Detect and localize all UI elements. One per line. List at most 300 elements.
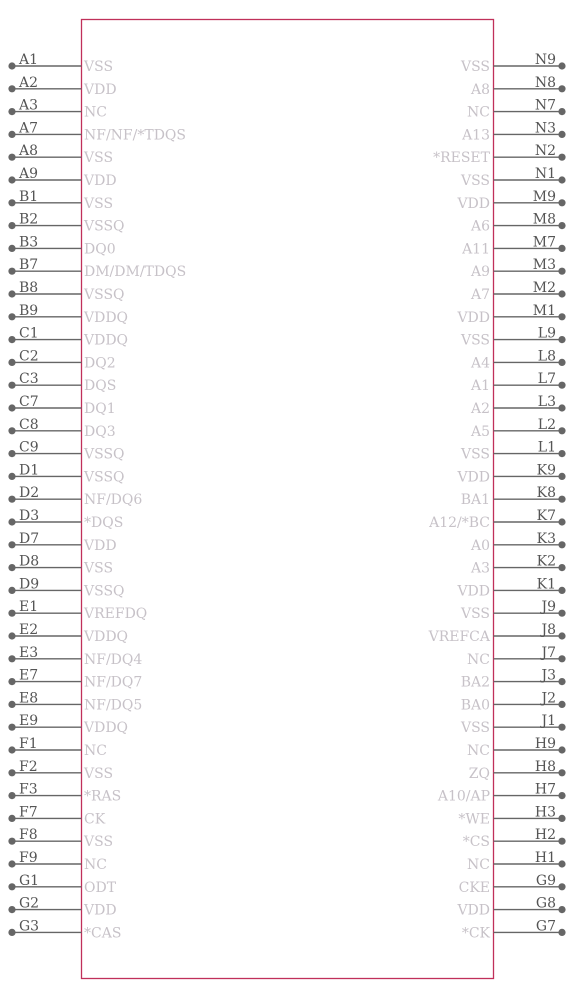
pin-end-dot — [558, 655, 565, 662]
pin-name-label: A10/AP — [437, 788, 490, 805]
pin-name-label: NC — [467, 651, 490, 668]
pin-e1 — [8, 599, 147, 622]
pin-n9 — [460, 52, 566, 75]
pin-end-dot — [8, 883, 15, 890]
pin-end-dot — [558, 541, 565, 548]
pin-number-label: E9 — [19, 713, 39, 730]
pin-e7 — [8, 668, 142, 691]
pin-m7 — [461, 234, 566, 257]
pin-name-label: VSSQ — [84, 218, 125, 235]
pin-name-label: CK — [84, 811, 106, 828]
pin-number-label: H2 — [534, 827, 556, 844]
pin-h7 — [437, 782, 566, 805]
pin-name-label: NC — [467, 857, 490, 873]
pin-number-label: K3 — [536, 530, 556, 547]
pin-end-dot — [8, 724, 15, 731]
pin-number-label: E2 — [19, 622, 39, 638]
pin-number-label: F7 — [19, 804, 38, 821]
pin-l9 — [460, 326, 566, 349]
pin-end-dot — [8, 587, 15, 594]
pin-name-label: DM/DM/TDQS — [84, 264, 187, 281]
pin-n3 — [461, 120, 566, 143]
pin-end-dot — [558, 860, 565, 867]
pin-g8 — [456, 896, 565, 919]
pin-m3 — [470, 257, 566, 280]
pin-name-label: VSSQ — [84, 446, 125, 463]
pin-number-label: A9 — [19, 166, 39, 182]
pin-g9 — [459, 873, 566, 896]
pin-name-label: A6 — [470, 218, 490, 235]
pin-k3 — [470, 531, 566, 554]
pin-name-label: DQ0 — [84, 241, 116, 258]
pin-end-dot — [8, 746, 15, 753]
pin-d1 — [8, 462, 124, 485]
pin-end-dot — [8, 564, 15, 571]
pin-end-dot — [8, 792, 15, 799]
pin-name-label: NC — [84, 857, 107, 873]
pin-end-dot — [558, 632, 565, 639]
pin-number-label: B3 — [19, 234, 39, 251]
pin-h2 — [463, 827, 566, 850]
pin-end-dot — [558, 359, 565, 366]
pin-number-label: M7 — [532, 234, 556, 251]
pin-number-label: H1 — [534, 850, 556, 866]
pin-e2 — [8, 622, 128, 645]
pin-name-label: NF/NF/*TDQS — [84, 127, 186, 144]
pin-d2 — [8, 485, 142, 508]
pin-e3 — [8, 645, 142, 668]
pin-name-label: VSS — [84, 560, 114, 577]
pin-number-label: G1 — [19, 872, 40, 889]
pin-end-dot — [558, 906, 565, 913]
pin-name-label: VREFCA — [428, 629, 490, 645]
pin-number-label: A7 — [19, 120, 39, 137]
pin-number-label: B8 — [19, 280, 39, 296]
pin-number-label: E7 — [19, 667, 39, 684]
pin-number-label: C9 — [19, 439, 39, 456]
pin-end-dot — [558, 382, 565, 389]
pin-name-label: NF/DQ5 — [84, 697, 143, 714]
pin-d8 — [8, 554, 113, 577]
pin-end-dot — [8, 336, 15, 343]
left-pin-group — [8, 52, 186, 941]
pin-name-label: VSS — [84, 765, 114, 782]
pin-end-dot — [8, 245, 15, 252]
pin-name-label: VSS — [460, 446, 490, 463]
pin-name-label: A8 — [470, 81, 490, 98]
pin-end-dot — [558, 815, 565, 822]
pin-number-label: J7 — [541, 644, 556, 661]
pin-number-label: A1 — [19, 52, 39, 68]
pin-g2 — [8, 896, 116, 919]
pin-end-dot — [8, 359, 15, 366]
pin-b1 — [8, 189, 113, 212]
pin-l8 — [470, 348, 566, 371]
pin-number-label: F1 — [19, 736, 38, 752]
pin-name-label: *RAS — [84, 788, 122, 805]
pin-name-label: NC — [84, 743, 107, 759]
pin-j8 — [428, 622, 566, 645]
pin-number-label: G3 — [19, 918, 40, 935]
pin-b7 — [8, 257, 186, 280]
pin-end-dot — [558, 336, 565, 343]
pin-name-label: NF/DQ7 — [84, 674, 143, 691]
pin-end-dot — [8, 154, 15, 161]
pin-end-dot — [8, 655, 15, 662]
pin-a9 — [8, 166, 116, 189]
pin-number-label: B9 — [19, 302, 39, 319]
pin-number-label: H7 — [534, 781, 556, 798]
pin-end-dot — [8, 473, 15, 480]
pin-g3 — [8, 918, 121, 941]
pin-end-dot — [558, 746, 565, 753]
pin-end-dot — [8, 678, 15, 685]
pin-number-label: M8 — [532, 211, 556, 228]
pin-end-dot — [558, 473, 565, 480]
pin-number-label: D3 — [19, 508, 40, 524]
pin-name-label: VSS — [84, 150, 114, 167]
pin-number-label: L1 — [537, 439, 556, 456]
pin-end-dot — [8, 382, 15, 389]
pin-name-label: VSSQ — [84, 287, 125, 303]
pin-name-label: A7 — [470, 287, 490, 303]
pin-end-dot — [8, 769, 15, 776]
pin-end-dot — [558, 222, 565, 229]
pin-name-label: VDD — [84, 902, 117, 919]
pin-number-label: F9 — [19, 850, 38, 866]
pin-h9 — [467, 736, 566, 759]
pin-m1 — [456, 303, 565, 326]
pin-k9 — [456, 462, 565, 485]
pin-end-dot — [8, 313, 15, 320]
pin-number-label: F2 — [19, 758, 38, 775]
pin-end-dot — [558, 564, 565, 571]
pin-name-label: DQ2 — [84, 355, 116, 372]
pin-end-dot — [8, 131, 15, 138]
pin-name-label: VDDQ — [84, 309, 129, 326]
pin-end-dot — [558, 85, 565, 92]
pin-l7 — [470, 371, 566, 394]
pin-l1 — [460, 440, 566, 463]
pin-end-dot — [558, 883, 565, 890]
pin-end-dot — [558, 131, 565, 138]
pin-name-label: VDDQ — [84, 720, 129, 737]
pin-number-label: D9 — [19, 576, 40, 593]
pin-number-label: D1 — [19, 462, 40, 479]
pin-number-label: E3 — [19, 644, 39, 661]
pin-name-label: *CS — [462, 834, 490, 851]
pin-name-label: VDD — [457, 195, 490, 212]
pin-name-label: VDDQ — [84, 332, 129, 349]
pin-d7 — [8, 531, 116, 554]
pin-name-label: NC — [467, 743, 490, 759]
pin-number-label: K9 — [536, 462, 556, 479]
pin-n7 — [467, 98, 566, 121]
pin-end-dot — [8, 838, 15, 845]
pin-name-label: A1 — [470, 378, 490, 395]
pin-number-label: H3 — [534, 804, 556, 821]
pin-name-label: ODT — [84, 879, 117, 896]
pin-number-label: H9 — [534, 736, 556, 752]
pin-number-label: J8 — [541, 622, 556, 638]
pin-end-dot — [8, 85, 15, 92]
pin-end-dot — [558, 154, 565, 161]
pin-end-dot — [558, 404, 565, 411]
pin-c9 — [8, 440, 124, 463]
pin-number-label: L8 — [537, 348, 556, 365]
pin-name-label: *WE — [458, 811, 490, 828]
pin-end-dot — [558, 678, 565, 685]
pin-end-dot — [558, 792, 565, 799]
pin-name-label: A3 — [470, 560, 490, 577]
pin-end-dot — [558, 62, 565, 69]
pin-end-dot — [8, 860, 15, 867]
pin-name-label: VSS — [460, 720, 490, 737]
pin-number-label: F3 — [19, 781, 38, 798]
pin-name-label: DQS — [84, 378, 117, 395]
pin-name-label: VSS — [460, 332, 490, 349]
pin-number-label: A8 — [19, 143, 39, 160]
pin-end-dot — [8, 450, 15, 457]
pin-d9 — [8, 576, 124, 599]
pin-number-label: N1 — [534, 166, 556, 182]
pin-number-label: G8 — [535, 895, 556, 912]
pin-number-label: K1 — [536, 576, 556, 593]
pin-number-label: M9 — [532, 188, 556, 205]
pin-number-label: N2 — [534, 143, 556, 160]
pin-j2 — [461, 690, 566, 713]
pin-end-dot — [8, 176, 15, 183]
pin-end-dot — [8, 199, 15, 206]
pin-name-label: VSS — [460, 59, 490, 75]
pin-end-dot — [8, 290, 15, 297]
pin-name-label: A13 — [462, 127, 490, 144]
pin-end-dot — [558, 701, 565, 708]
pin-number-label: N3 — [534, 120, 556, 137]
pin-n2 — [433, 143, 566, 166]
pin-number-label: C2 — [19, 348, 39, 365]
pin-number-label: F8 — [19, 827, 38, 844]
pin-name-label: ZQ — [468, 765, 490, 782]
pin-number-label: N8 — [534, 74, 556, 91]
pin-b2 — [8, 212, 124, 235]
pin-end-dot — [558, 176, 565, 183]
pin-k7 — [428, 508, 566, 531]
pin-k8 — [461, 485, 566, 508]
pin-end-dot — [558, 290, 565, 297]
pin-end-dot — [8, 701, 15, 708]
pin-a8 — [8, 143, 113, 166]
pin-name-label: CKE — [458, 879, 490, 896]
pin-name-label: VSS — [84, 834, 114, 851]
pin-number-label: K8 — [536, 485, 556, 502]
pin-e9 — [8, 713, 128, 736]
pin-m8 — [470, 212, 566, 235]
pin-name-label: A11 — [462, 241, 490, 258]
pin-number-label: G7 — [535, 918, 556, 935]
pin-a3 — [8, 98, 107, 121]
pin-name-label: *DQS — [84, 515, 124, 531]
pin-number-label: B1 — [19, 188, 39, 205]
pin-number-label: L9 — [537, 325, 556, 342]
pin-name-label: BA0 — [460, 697, 490, 714]
pin-l3 — [470, 394, 566, 417]
pin-end-dot — [8, 610, 15, 617]
pin-name-label: VDD — [84, 537, 117, 554]
pin-number-label: K7 — [536, 508, 556, 524]
pin-end-dot — [558, 450, 565, 457]
pin-name-label: NF/DQ6 — [84, 492, 143, 509]
pin-end-dot — [8, 62, 15, 69]
pin-name-label: A9 — [470, 264, 490, 281]
pin-number-label: J2 — [541, 690, 556, 707]
pin-number-label: J3 — [541, 667, 556, 684]
pin-number-label: C7 — [19, 394, 39, 410]
pin-end-dot — [558, 587, 565, 594]
pin-a2 — [8, 75, 116, 98]
pin-end-dot — [558, 724, 565, 731]
pin-name-label: BA2 — [460, 674, 490, 691]
pin-number-label: E8 — [19, 690, 39, 707]
pin-d3 — [8, 508, 123, 531]
pin-number-label: D2 — [19, 485, 40, 502]
pin-c7 — [8, 394, 115, 417]
pin-end-dot — [8, 496, 15, 503]
pin-name-label: VREFDQ — [84, 606, 148, 623]
pin-number-label: D8 — [19, 553, 40, 570]
pin-end-dot — [8, 222, 15, 229]
pin-name-label: *CK — [461, 925, 490, 942]
pin-name-label: BA1 — [460, 492, 490, 509]
pin-name-label: A0 — [470, 537, 490, 554]
right-pin-group — [428, 52, 566, 941]
pin-n8 — [470, 75, 566, 98]
pin-number-label: B7 — [19, 257, 39, 274]
pin-name-label: VSS — [460, 173, 490, 189]
pin-name-label: A2 — [470, 401, 490, 417]
pin-l2 — [470, 417, 566, 440]
pin-b9 — [8, 303, 128, 326]
pin-h8 — [469, 759, 566, 782]
pin-end-dot — [8, 427, 15, 434]
pin-end-dot — [558, 610, 565, 617]
pin-end-dot — [8, 632, 15, 639]
pin-number-label: D7 — [19, 530, 40, 547]
pin-m2 — [470, 280, 566, 303]
pin-name-label: VSS — [84, 195, 114, 212]
pin-end-dot — [558, 769, 565, 776]
pin-c2 — [8, 348, 115, 371]
pin-name-label: VDD — [457, 469, 490, 486]
pin-name-label: VDD — [457, 583, 490, 600]
pin-g7 — [462, 918, 566, 941]
pin-name-label: VDD — [84, 81, 117, 98]
pin-end-dot — [558, 108, 565, 115]
pin-end-dot — [558, 518, 565, 525]
pin-number-label: B2 — [19, 211, 39, 228]
pin-name-label: A12/*BC — [429, 515, 490, 531]
pin-name-label: DQ1 — [84, 401, 116, 417]
pin-b8 — [8, 280, 124, 303]
pin-name-label: VDD — [84, 173, 117, 189]
pin-number-label: M1 — [532, 302, 556, 319]
pin-j9 — [460, 599, 566, 622]
pin-number-label: L3 — [537, 394, 556, 410]
pin-number-label: E1 — [19, 599, 39, 616]
pin-g1 — [8, 873, 116, 896]
pin-end-dot — [8, 929, 15, 936]
pin-f8 — [8, 827, 113, 850]
pin-c3 — [8, 371, 116, 394]
pin-number-label: C3 — [19, 371, 39, 388]
pin-end-dot — [8, 108, 15, 115]
pin-name-label: NF/DQ4 — [84, 651, 143, 668]
pin-number-label: C8 — [19, 416, 39, 433]
pin-n1 — [460, 166, 566, 189]
pin-f2 — [8, 759, 113, 782]
pin-name-label: VSSQ — [84, 469, 125, 486]
pin-h1 — [467, 850, 566, 873]
pin-f1 — [8, 736, 107, 759]
pin-name-label: NC — [84, 104, 107, 121]
pin-c8 — [8, 417, 115, 440]
pin-name-label: VSS — [460, 606, 490, 623]
pin-name-label: VDDQ — [84, 629, 129, 645]
pin-e8 — [8, 690, 142, 713]
pin-name-label: A5 — [470, 423, 490, 440]
pin-end-dot — [558, 496, 565, 503]
pin-k2 — [470, 554, 566, 577]
pin-number-label: K2 — [536, 553, 556, 570]
pin-number-label: J9 — [541, 599, 556, 616]
pin-j3 — [461, 668, 566, 691]
pin-name-label: VSSQ — [84, 583, 125, 600]
pin-end-dot — [558, 313, 565, 320]
pin-number-label: G2 — [19, 895, 40, 912]
pin-number-label: A3 — [19, 97, 39, 114]
pin-j7 — [467, 645, 566, 668]
pin-name-label: A4 — [470, 355, 490, 372]
pin-number-label: H8 — [534, 758, 556, 775]
pin-number-label: G9 — [535, 872, 556, 889]
pin-name-label: NC — [467, 104, 490, 121]
pin-name-label: DQ3 — [84, 423, 116, 440]
pin-number-label: L2 — [537, 416, 556, 433]
pin-end-dot — [8, 906, 15, 913]
pin-end-dot — [558, 268, 565, 275]
pin-number-label: M2 — [532, 280, 556, 296]
pin-end-dot — [558, 427, 565, 434]
pin-number-label: C1 — [19, 325, 39, 342]
pin-b3 — [8, 234, 115, 257]
pin-name-label: VDD — [457, 309, 490, 326]
pin-end-dot — [8, 815, 15, 822]
pin-number-label: N7 — [534, 97, 556, 114]
pin-end-dot — [558, 929, 565, 936]
pin-c1 — [8, 326, 128, 349]
pin-name-label: VDD — [457, 902, 490, 919]
pin-number-label: L7 — [537, 371, 556, 388]
pin-end-dot — [558, 838, 565, 845]
pin-j1 — [460, 713, 566, 736]
pin-a1 — [8, 52, 113, 75]
ic-body-outline — [82, 20, 494, 979]
pin-end-dot — [8, 404, 15, 411]
pin-name-label: VSS — [84, 59, 114, 75]
pin-k1 — [456, 576, 565, 599]
pin-number-label: J1 — [541, 713, 556, 730]
pin-number-label: M3 — [532, 257, 556, 274]
